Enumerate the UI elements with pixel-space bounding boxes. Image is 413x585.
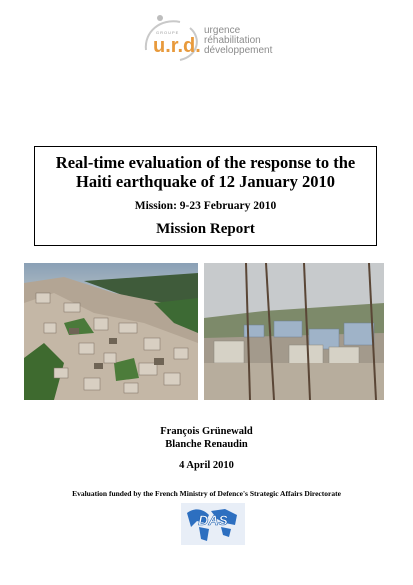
report-type: Mission Report bbox=[156, 221, 255, 237]
das-logo-text: DAS bbox=[198, 512, 228, 528]
report-date: 4 April 2010 bbox=[179, 460, 234, 471]
title-line-1: Real-time evaluation of the response to the bbox=[55, 153, 356, 172]
title-line-2: Haiti earthquake of 12 January 2010 bbox=[76, 172, 335, 191]
author-2: Blanche Renaudin bbox=[165, 439, 248, 450]
mission-dates: Mission: 9-23 February 2010 bbox=[134, 200, 277, 212]
author-1: François Grünewald bbox=[160, 426, 253, 437]
photo-hillside-destruction bbox=[24, 263, 198, 400]
title-box bbox=[34, 146, 377, 246]
report-title bbox=[45, 153, 366, 191]
logo-small-text: GROUPE bbox=[156, 30, 180, 35]
logo-tagline bbox=[204, 26, 272, 56]
logo-word: u.r.d. bbox=[153, 35, 201, 57]
urd-logo bbox=[140, 12, 280, 68]
logo-line-urgence: urgence bbox=[204, 25, 241, 36]
photo-tent-camp bbox=[204, 263, 384, 400]
funding-note: Evaluation funded by the French Ministry of Defence's Strategic Affairs Directorate bbox=[72, 489, 341, 498]
das-logo bbox=[181, 503, 245, 545]
logo-line-rehabilitation: réhabilitation bbox=[204, 35, 261, 46]
logo-line-developpement: développement bbox=[204, 45, 273, 56]
globe-map-icon bbox=[181, 503, 245, 545]
authors bbox=[0, 425, 413, 451]
